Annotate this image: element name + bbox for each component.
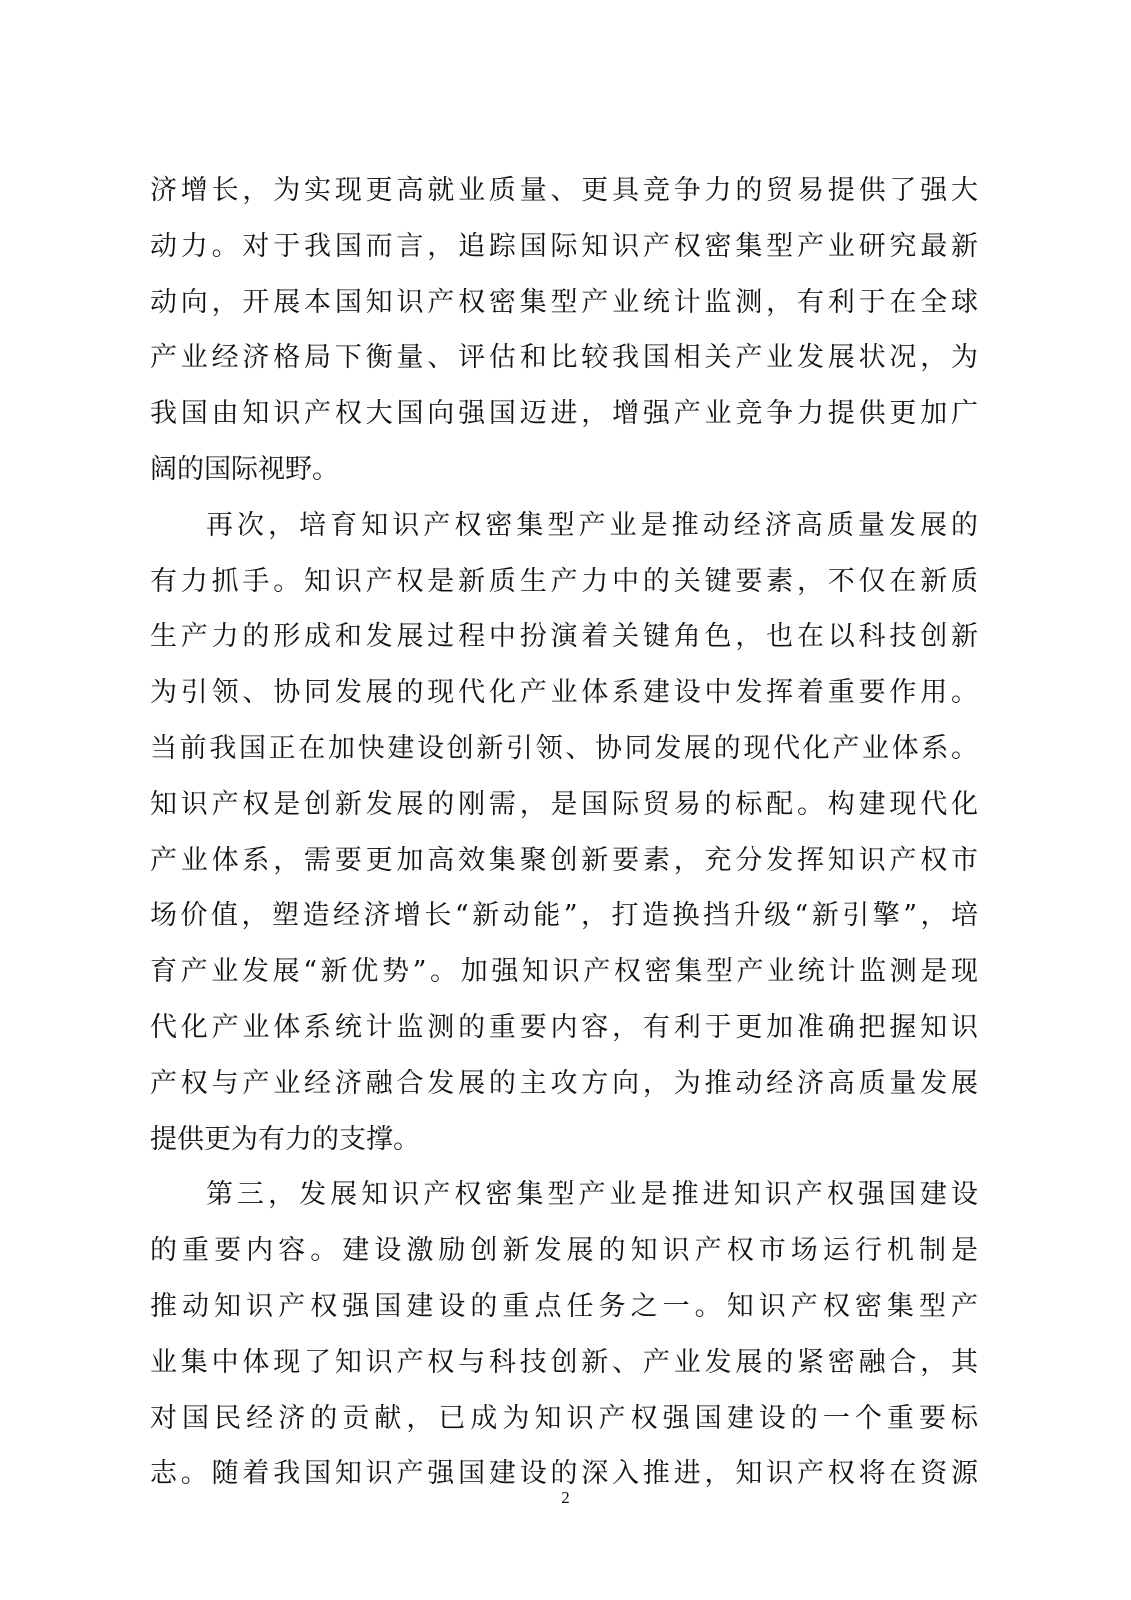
text-line: 动向，开展本国知识产权密集型产业统计监测，有利于在全球 <box>150 286 978 318</box>
text-line: 业集中体现了知识产权与科技创新、产业发展的紧密融合，其 <box>150 1346 978 1378</box>
text-line: 有力抓手。知识产权是新质生产力中的关键要素，不仅在新质 <box>150 565 978 597</box>
text-line: 的重要内容。建设激励创新发展的知识产权市场运行机制是 <box>150 1235 978 1267</box>
paragraph-first-line: 再次，培育知识产权密集型产业是推动经济高质量发展的 <box>206 509 978 541</box>
text-line: 为引领、协同发展的现代化产业体系建设中发挥着重要作用。 <box>150 677 978 709</box>
paragraph-first-line: 第三，发展知识产权密集型产业是推进知识产权强国建设 <box>206 1179 978 1211</box>
text-line: 推动知识产权强国建设的重点任务之一。知识产权密集型产 <box>150 1290 978 1322</box>
text-line: 生产力的形成和发展过程中扮演着关键角色，也在以科技创新 <box>150 621 978 653</box>
text-line: 对国民经济的贡献，已成为知识产权强国建设的一个重要标 <box>150 1402 978 1434</box>
text-line: 阔的国际视野。 <box>150 453 339 485</box>
body-text <box>150 163 978 1502</box>
text-line: 动力。对于我国而言，追踪国际知识产权密集型产业研究最新 <box>150 230 978 262</box>
text-line: 济增长，为实现更高就业质量、更具竞争力的贸易提供了强大 <box>150 175 978 206</box>
text-line: 知识产权是创新发展的刚需，是国际贸易的标配。构建现代化 <box>150 788 978 820</box>
page-number: 2 <box>561 1488 570 1507</box>
text-line: 育产业发展“新优势”。加强知识产权密集型产业统计监测是现 <box>150 956 978 988</box>
text-line: 产权与产业经济融合发展的主攻方向，为推动经济高质量发展 <box>150 1067 978 1099</box>
text-line: 我国由知识产权大国向强国迈进，增强产业竞争力提供更加广 <box>150 398 978 430</box>
text-line: 产业体系，需要更加高效集聚创新要素，充分发挥知识产权市 <box>150 844 978 876</box>
text-line: 志。随着我国知识产强国建设的深入推进，知识产权将在资源 <box>150 1458 978 1490</box>
text-line: 提供更为有力的支撑。 <box>150 1123 420 1155</box>
text-line: 产业经济格局下衡量、评估和比较我国相关产业发展状况，为 <box>150 342 978 374</box>
text-line: 代化产业体系统计监测的重要内容，有利于更加准确把握知识 <box>150 1011 978 1043</box>
text-line: 场价值，塑造经济增长“新动能”，打造换挡升级“新引擎”，培 <box>150 900 978 932</box>
text-line: 当前我国正在加快建设创新引领、协同发展的现代化产业体系。 <box>150 732 978 764</box>
